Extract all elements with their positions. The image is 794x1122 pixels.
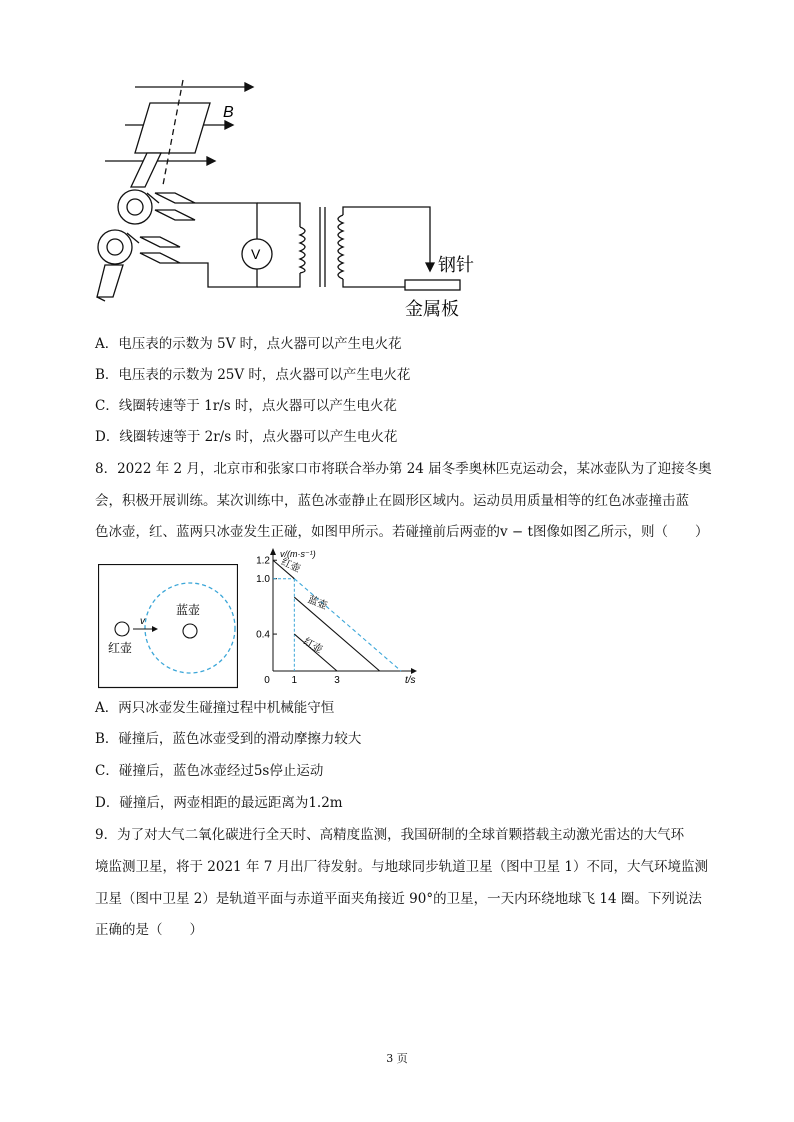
q8-option-b: B．碰撞后，蓝色冰壶受到的滑动摩擦力较大 bbox=[95, 731, 362, 747]
series-line bbox=[294, 579, 401, 671]
q9-stem-line: 卫星（图中卫星 2）是轨道平面与赤道平面夹角接近 90°的卫星，一天内环绕地球飞 14 圈。下列说法 bbox=[95, 891, 702, 907]
y-tick-label: 1.0 bbox=[256, 574, 270, 586]
voltmeter-label: V bbox=[251, 246, 261, 262]
q8-stem-line: 8．2022 年 2 月，北京市和张家口市将联合举办第 24 届冬季奥林匹克运动会，某冰壶队为了迎接冬奥 bbox=[95, 461, 712, 477]
blue-stone-label: 蓝壶 bbox=[176, 603, 201, 617]
q8-stem-line: 色冰壶，红、蓝两只冰壶发生正碰，如图甲所示。若碰撞前后两壶的v − t图像如图乙所示，则（ ） bbox=[95, 524, 709, 540]
x-axis-label: t/s bbox=[405, 675, 416, 686]
q9-stem-line: 正确的是（ ） bbox=[95, 922, 203, 938]
series-label: 红壶 bbox=[279, 556, 302, 576]
series-label: 红壶 bbox=[301, 636, 325, 656]
q7-option-c: C．线圈转速等于 1r/s 时，点火器可以产生电火花 bbox=[95, 398, 397, 414]
series-line bbox=[294, 597, 379, 671]
vt-chart bbox=[250, 545, 425, 690]
y-axis-label: v/(m·s⁻¹) bbox=[280, 549, 316, 559]
q9-stem-line: 9．为了对大气二氧化碳进行全天时、高精度监测，我国研制的全球首颗搭载主动激光雷达的大气环 bbox=[95, 827, 685, 843]
q8-option-a: A．两只冰壶发生碰撞过程中机械能守恒 bbox=[95, 700, 335, 716]
plate-label: 金属板 bbox=[405, 299, 459, 319]
q7-option-a: A．电压表的示数为 5V 时，点火器可以产生电火花 bbox=[95, 336, 402, 352]
q9-stem-line: 境监测卫星，将于 2021 年 7 月出厂待发射。与地球同步轨道卫星（图中卫星 1）不同，大气环境监测 bbox=[95, 859, 708, 875]
q7-option-b: B．电压表的示数为 25V 时，点火器可以产生电火花 bbox=[95, 367, 411, 383]
q8-stem-line: 会，积极开展训练。某次训练中，蓝色冰壶静止在圆形区域内。运动员用质量相等的红色冰壶撞击蓝 bbox=[95, 493, 689, 509]
q8-option-c: C．碰撞后，蓝色冰壶经过5s停止运动 bbox=[95, 763, 324, 779]
red-stone-label: 红壶 bbox=[108, 641, 133, 655]
y-tick-label: 0.4 bbox=[256, 629, 270, 641]
x-tick-label: 1 bbox=[291, 675, 298, 686]
page-number: 3 页 bbox=[386, 1052, 408, 1065]
y-axis-arrow bbox=[270, 548, 276, 555]
x-tick-label: 0 bbox=[264, 675, 270, 686]
generator-circuit-figure bbox=[95, 75, 515, 320]
b-field-label: B bbox=[223, 104, 234, 121]
q8-option-d: D．碰撞后，两壶相距的最远距离为1.2m bbox=[95, 795, 343, 811]
velocity-label: v bbox=[140, 616, 145, 627]
x-axis-arrow bbox=[411, 668, 417, 674]
needle-label: 钢针 bbox=[438, 255, 474, 275]
series-label: 蓝壶 bbox=[306, 594, 329, 613]
curling-rink-figure bbox=[98, 564, 238, 689]
q7-option-d: D．线圈转速等于 2r/s 时，点火器可以产生电火花 bbox=[95, 429, 398, 445]
y-tick-label: 1.2 bbox=[256, 555, 270, 567]
x-tick-label: 3 bbox=[334, 675, 340, 686]
